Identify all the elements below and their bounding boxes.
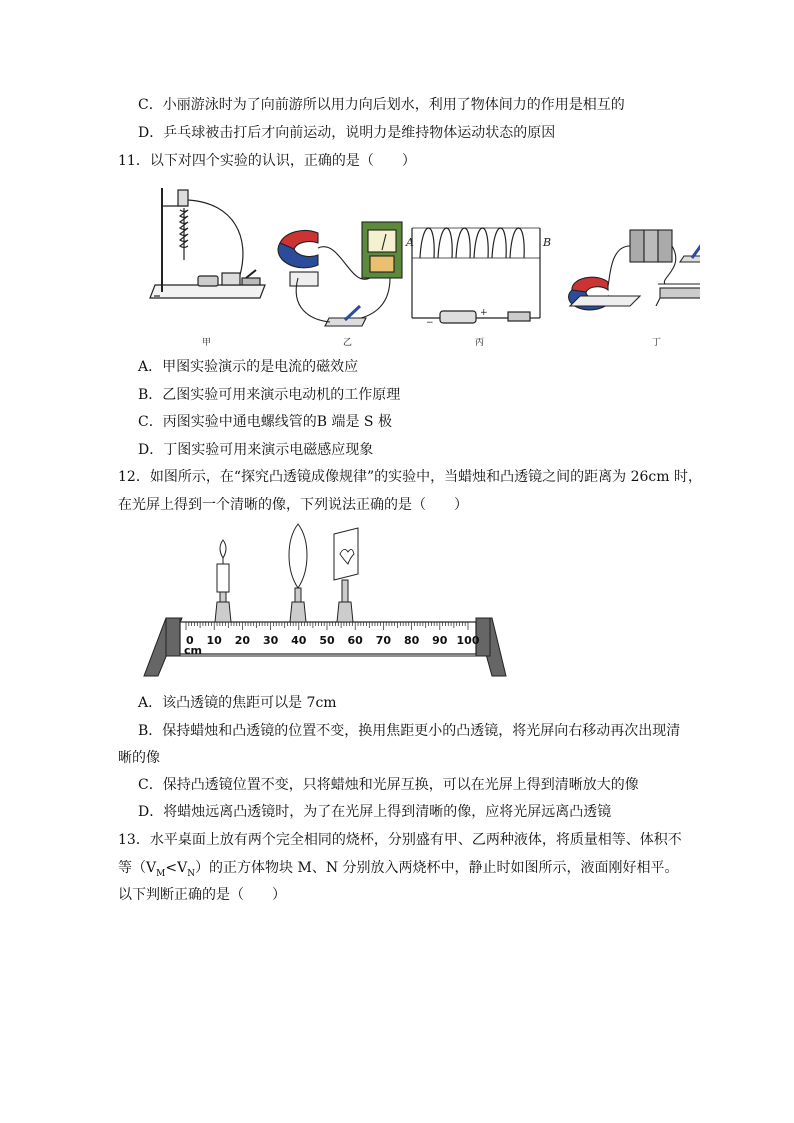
q13-line2: 等$(V_M<V_N)$的正方体物块 M、N 分别放入两烧杯中，静止时如图所示，液面刚好相平。: [118, 860, 679, 879]
ruler-unit: cm: [184, 644, 202, 657]
q12-option-b-line1: B．保持蜡烛和凸透镜的位置不变，换用焦距更小的凸透镜，将光屏向右移动再次出现清: [138, 723, 681, 739]
figure-ding: [569, 230, 700, 310]
candle: [215, 540, 231, 622]
ruler-tick-label: 40: [291, 634, 307, 647]
q12-option-d: D．将蜡烛远离凸透镜时，为了在光屏上得到清晰的像，应将光屏远离凸透镜: [138, 804, 612, 820]
q12-option-b-line2: 晰的像: [118, 750, 160, 766]
ruler-tick-label: 10: [206, 634, 222, 647]
figure-bing: [412, 228, 540, 328]
ruler-tick-label: 50: [319, 634, 335, 647]
coil-label-a: A: [406, 236, 414, 249]
q12-option-a: A．该凸透镜的焦距可以是 7cm: [138, 695, 337, 711]
ruler-tick-label: 60: [347, 634, 363, 647]
light-screen: [334, 528, 358, 622]
ruler-tick-label: 70: [375, 634, 392, 647]
ruler-tick-label: 20: [234, 634, 251, 647]
optical-bench-figure: [140, 518, 510, 686]
coil-label-b: B: [543, 236, 552, 249]
svg-text:−: −: [426, 318, 434, 328]
figure-jia: [150, 188, 265, 298]
q12-stem-line1: 12．如图所示，在“探究凸透镜成像规律”的实验中，当蜡烛和凸透镜之间的距离为 26cm 时，: [118, 469, 702, 485]
figure-yi: [278, 222, 402, 326]
q11-figures: [140, 178, 700, 353]
q11-option-d: D．丁图实验可用来演示电磁感应现象: [138, 442, 374, 458]
fig-label-jia: 甲: [202, 338, 212, 348]
ruler-tick-label: 30: [262, 634, 279, 647]
ruler-tick-label: 100: [456, 634, 480, 647]
svg-text:+: +: [480, 308, 488, 318]
q11-stem: 11．以下对四个实验的认识，正确的是（ ）: [118, 153, 416, 169]
q13-line3: 以下判断正确的是（ ）: [118, 887, 286, 903]
q10-option-c: C．小丽游泳时为了向前游所以用力向后划水，利用了物体间力的作用是相互的: [138, 97, 625, 113]
q12-option-c: C．保持凸透镜位置不变，只将蜡烛和光屏互换，可以在光屏上得到清晰放大的像: [138, 777, 639, 793]
fig-label-yi: 乙: [343, 338, 353, 348]
q10-option-d: D．乒乓球被击打后才向前运动，说明力是维持物体运动状态的原因: [138, 125, 556, 141]
fig-label-bing: 丙: [475, 338, 485, 348]
q12-stem-line2: 在光屏上得到一个清晰的像，下列说法正确的是（ ）: [118, 497, 468, 513]
q11-option-a: A．甲图实验演示的是电流的磁效应: [138, 359, 359, 375]
ruler-tick-label: 80: [403, 634, 420, 647]
q11-option-b: B．乙图实验可用来演示电动机的工作原理: [138, 387, 401, 403]
q11-option-c: C．丙图实验中通电螺线管的B 端是 S 极: [138, 414, 392, 430]
ruler-tick-label: 90: [432, 634, 448, 647]
ruler-tick-label: 0: [186, 634, 194, 647]
fig-label-ding: 丁: [652, 338, 662, 348]
convex-lens: [289, 524, 307, 622]
q13-line1: 13．水平桌面上放有两个完全相同的烧杯，分别盛有甲、乙两种液体，将质量相等、体积不: [118, 832, 682, 848]
